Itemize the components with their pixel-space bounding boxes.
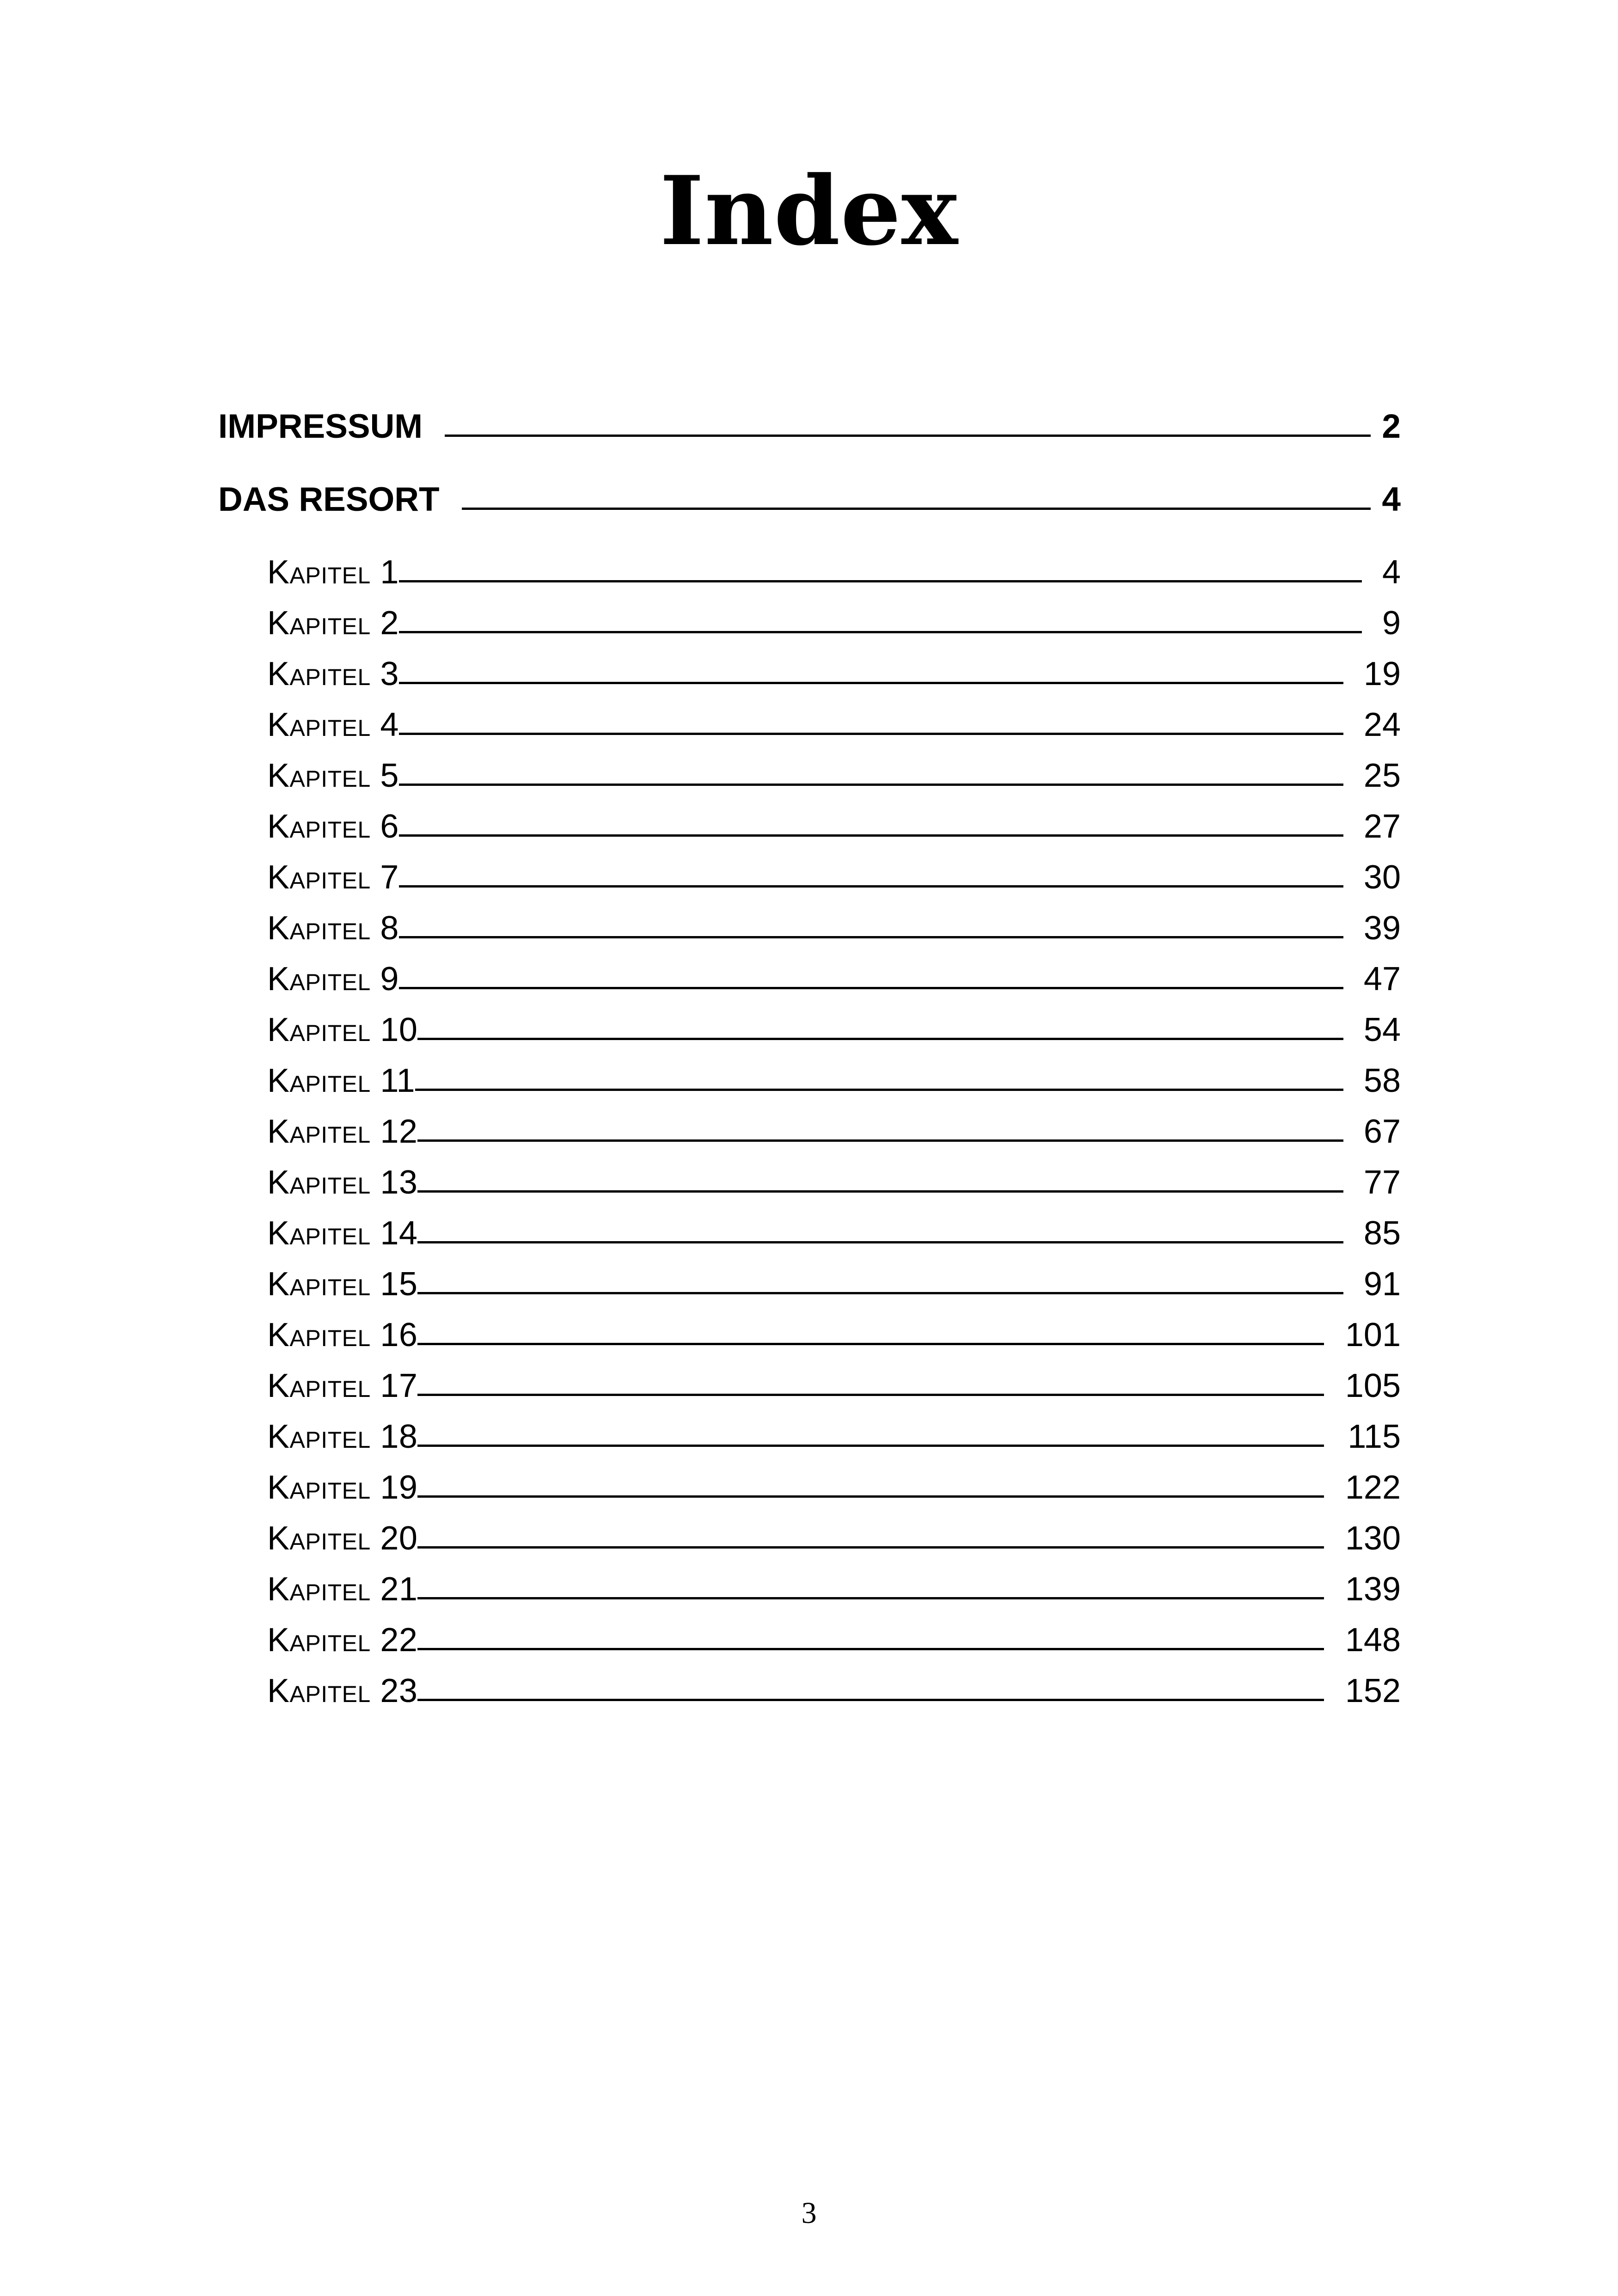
toc-entry-chapter-20[interactable] xyxy=(267,1515,1401,1561)
toc-leader-line xyxy=(417,1699,1324,1701)
toc-entry-chapter-1[interactable] xyxy=(267,549,1401,595)
toc-leader-line xyxy=(399,784,1343,786)
toc-entry-label: Kapitel 18 xyxy=(267,1418,418,1455)
toc-entry-page: 2 xyxy=(1382,408,1401,445)
toc-entry-chapter-7[interactable] xyxy=(267,854,1401,900)
toc-entry-page: 77 xyxy=(1363,1164,1401,1201)
toc-leader-line xyxy=(417,1648,1324,1650)
toc-entry-page: 19 xyxy=(1363,655,1401,692)
toc-entry-label: Kapitel 2 xyxy=(267,605,399,642)
toc-entry-chapter-5[interactable] xyxy=(267,753,1401,799)
toc-leader-line xyxy=(417,1038,1343,1040)
toc-entry-chapter-13[interactable] xyxy=(267,1159,1401,1206)
toc-leader-line xyxy=(399,682,1343,684)
toc-leader-line xyxy=(399,936,1343,938)
toc-entry-page: 4 xyxy=(1382,554,1401,591)
toc-entry-chapter-14[interactable] xyxy=(267,1210,1401,1256)
toc-entry-label: DAS RESORT xyxy=(218,481,440,518)
toc-leader-line xyxy=(417,1394,1324,1396)
toc-entry-page: 148 xyxy=(1345,1622,1401,1659)
toc-entry-page: 122 xyxy=(1345,1469,1401,1506)
toc-entry-page: 9 xyxy=(1382,605,1401,642)
toc-leader-line xyxy=(417,1546,1324,1549)
toc-entry-chapter-18[interactable] xyxy=(267,1414,1401,1460)
toc-entry-chapter-10[interactable] xyxy=(267,1007,1401,1053)
toc-entry-das-resort[interactable] xyxy=(218,477,1401,523)
toc-entry-label: Kapitel 4 xyxy=(267,706,399,743)
toc-entry-label: Kapitel 5 xyxy=(267,757,399,794)
toc-entry-label: Kapitel 11 xyxy=(267,1062,416,1099)
toc-entry-chapter-17[interactable] xyxy=(267,1363,1401,1409)
toc-entry-label: Kapitel 1 xyxy=(267,554,399,591)
toc-leader-line xyxy=(399,580,1362,582)
toc-entry-chapter-19[interactable] xyxy=(267,1464,1401,1511)
toc-entry-page: 130 xyxy=(1345,1520,1401,1557)
toc-entry-chapter-16[interactable] xyxy=(267,1312,1401,1358)
toc-entry-label: Kapitel 15 xyxy=(267,1266,418,1303)
toc-entry-page: 24 xyxy=(1363,706,1401,743)
toc-entry-page: 85 xyxy=(1363,1215,1401,1252)
toc-entry-chapter-2[interactable] xyxy=(267,600,1401,646)
toc-entry-chapter-23[interactable] xyxy=(267,1668,1401,1714)
toc-entry-chapter-3[interactable] xyxy=(267,651,1401,697)
toc-entry-label: Kapitel 9 xyxy=(267,961,399,998)
toc-entry-page: 67 xyxy=(1363,1113,1401,1150)
toc-entry-chapter-4[interactable] xyxy=(267,702,1401,748)
toc-entry-label: Kapitel 23 xyxy=(267,1672,418,1709)
toc-entry-chapter-6[interactable] xyxy=(267,803,1401,850)
toc-entry-label: Kapitel 7 xyxy=(267,859,399,896)
toc-leader-line xyxy=(399,631,1362,633)
toc-leader-line xyxy=(399,834,1343,837)
toc-entry-page: 25 xyxy=(1363,757,1401,794)
toc-entry-page: 4 xyxy=(1382,481,1401,518)
toc-entry-label: IMPRESSUM xyxy=(218,408,423,445)
toc-leader-line xyxy=(417,1241,1343,1243)
toc-leader-line xyxy=(445,435,1371,437)
toc-entry-label: Kapitel 14 xyxy=(267,1215,418,1252)
toc-entry-chapter-22[interactable] xyxy=(267,1617,1401,1663)
toc-leader-line xyxy=(399,733,1343,735)
toc-entry-page: 47 xyxy=(1363,961,1401,998)
toc-entry-impressum[interactable] xyxy=(218,404,1401,450)
toc-leader-line xyxy=(415,1089,1343,1091)
toc-entry-label: Kapitel 3 xyxy=(267,655,399,692)
toc-entry-label: Kapitel 12 xyxy=(267,1113,418,1150)
toc-entry-chapter-8[interactable] xyxy=(267,905,1401,951)
toc-entry-page: 152 xyxy=(1345,1672,1401,1709)
toc-entry-label: Kapitel 6 xyxy=(267,808,399,845)
toc-entry-label: Kapitel 10 xyxy=(267,1011,418,1048)
toc-entry-page: 39 xyxy=(1363,910,1401,947)
toc-entry-page: 105 xyxy=(1345,1367,1401,1404)
toc-entry-page: 101 xyxy=(1345,1316,1401,1353)
toc-entry-page: 115 xyxy=(1348,1418,1401,1455)
toc-leader-line xyxy=(417,1445,1324,1447)
toc-leader-line xyxy=(417,1597,1324,1599)
toc-entry-page: 139 xyxy=(1345,1571,1401,1608)
toc-leader-line xyxy=(417,1139,1343,1142)
toc-entry-chapter-12[interactable] xyxy=(267,1108,1401,1155)
toc-entry-chapter-11[interactable] xyxy=(267,1058,1401,1104)
page-number: 3 xyxy=(801,2196,817,2230)
toc-entry-label: Kapitel 16 xyxy=(267,1316,418,1353)
toc-entry-label: Kapitel 8 xyxy=(267,910,399,947)
toc-leader-line xyxy=(417,1343,1324,1345)
toc-entry-chapter-21[interactable] xyxy=(267,1566,1401,1612)
toc-leader-line xyxy=(462,508,1371,510)
toc-entry-page: 91 xyxy=(1363,1266,1401,1303)
toc-entry-page: 58 xyxy=(1363,1062,1401,1099)
toc-leader-line xyxy=(417,1495,1324,1498)
toc-entry-chapter-9[interactable] xyxy=(267,956,1401,1002)
toc-entry-label: Kapitel 20 xyxy=(267,1520,418,1557)
toc-leader-line xyxy=(417,1190,1343,1193)
toc-leader-line xyxy=(417,1292,1343,1294)
toc-entry-label: Kapitel 17 xyxy=(267,1367,418,1404)
toc-leader-line xyxy=(399,987,1343,989)
toc-entry-page: 27 xyxy=(1363,808,1401,845)
toc-leader-line xyxy=(399,885,1343,888)
toc-entry-label: Kapitel 22 xyxy=(267,1622,418,1659)
toc-entry-page: 54 xyxy=(1363,1011,1401,1048)
toc-entry-chapter-15[interactable] xyxy=(267,1261,1401,1307)
toc-entry-label: Kapitel 21 xyxy=(267,1571,418,1608)
toc-entry-page: 30 xyxy=(1363,859,1401,896)
toc-entry-label: Kapitel 13 xyxy=(267,1164,418,1201)
page-title: Index xyxy=(660,156,958,267)
toc-entry-label: Kapitel 19 xyxy=(267,1469,418,1506)
